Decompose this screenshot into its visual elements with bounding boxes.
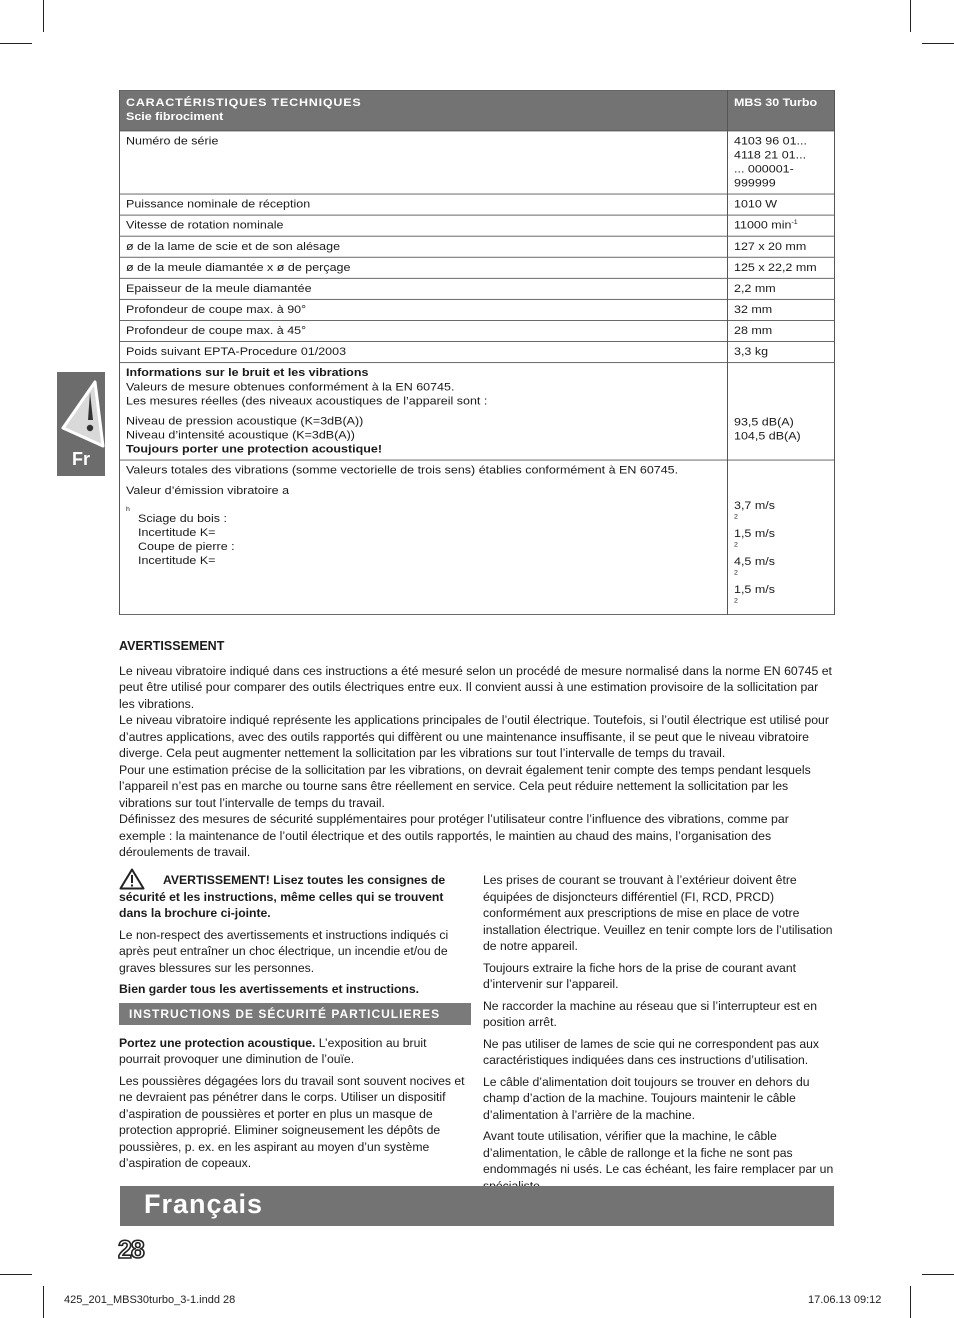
noise-line: Les mesures réelles (des niveaux acoustiques de l’appareil sont : [126,394,488,407]
language-code: Fr [72,449,90,469]
table-row [120,194,835,215]
row-value: 28 mm [728,320,835,341]
serial-line: 4118 21 01... [734,148,807,162]
vibration-intro: Valeurs totales des vibrations (somme vectorielle de trois sens) établies conformément à EN 60745. [126,463,679,477]
intensity-label: Niveau d’intensité acoustique (K=3dB(A)) [126,428,355,442]
safety-left-column [119,872,471,1177]
safety-paragraph: Les prises de courant se trouvant à l’extérieur doivent être équipées de disjoncteurs différentiel (FI, RCD, PRCD) conformément aux prescriptions de mise en place de votre installation électrique. Veuillez en tenir compte lors de l’utilisation de notre appareil. [483,873,833,953]
language-side-tab [57,372,105,476]
row-label: Puissance nominale de réception [120,194,728,215]
vibration-values [728,460,835,615]
row-value: 3,3 kg [728,342,835,363]
ear-protection-bold: Portez une protection acoustique. [119,1035,316,1050]
warning-paragraph: Pour une estimation précise de la sollicitation par les vibrations, on devrait également tenir compte des temps pendant lesquels l’appareil n’est pas en marche ou tourne sans être réellement en service. Cela peut réduire nettement la sollicitation par les vibrations sur tout l’intervalle de temps du travail. [119,762,811,810]
serial-line: 4103 96 01... [734,134,807,148]
table-row [120,320,835,341]
safety-paragraph: Les poussières dégagées lors du travail sont souvent nocives et ne devraient pas pénétrer dans le corps. Utiliser un dispositif d’aspiration de poussières et porter en plus un masque de protection approprié. Eliminer soigneusement les dépôts de poussières, p. ex. en les aspirant au moyen d’un système d’aspiration de copeaux. [119,1073,465,1170]
header-title-line-2: Scie fibrociment [126,110,224,123]
warning-triangle-icon [119,868,145,890]
stone-value-text: 4,5 m/s [734,555,775,568]
general-warning [119,872,471,922]
row-label: Poids suivant EPTA-Procedure 01/2003 [120,342,728,363]
print-slug-date: 17.06.13 09:12 [808,1294,882,1306]
uncertainty-value [734,526,828,554]
general-warning-text: AVERTISSEMENT! Lisez toutes les consignes de sécurité et les instructions, même celles qui se trouvent dans la brochure ci-jointe. [119,873,446,920]
protection-note: Toujours porter une protection acoustique! [126,442,383,456]
uncertainty-value-text: 1,5 m/s [734,583,775,596]
warning-heading: AVERTISSEMENT [119,639,225,653]
stone-value [734,554,828,582]
ear-protection-text: L’exposition au bruit pourrait provoquer une diminution de l’ouïe. [119,1035,427,1066]
print-slug-file: 425_201_MBS30turbo_3-1.indd 28 [64,1294,236,1306]
warning-paragraph: Définissez des mesures de sécurité supplémentaires pour protéger l’utilisateur contre l’influence des vibrations, comme par exemple : la maintenance de l’outil électrique et des outils rapportés, le maintien au chaud des mains, l’organisation des déroulements de travail. [119,812,789,859]
noise-title: Informations sur le bruit et les vibrations [126,366,369,379]
table-row [120,257,835,278]
emission-label-text: Valeur d’émission vibratoire a [126,484,290,497]
safety-paragraph: Ne raccorder la machine au réseau que si l’interrupteur est en position arrêt. [483,998,817,1029]
header-title-line-1: CARACTÉRISTIQUES TECHNIQUES [126,96,362,109]
row-value: 2,2 mm [728,278,835,299]
crop-mark [910,0,911,32]
row-label: Profondeur de coupe max. à 45° [120,320,728,341]
uncertainty-label: Incertitude K= [138,554,216,567]
table-row-noise [120,363,835,460]
language-title-bar [120,1186,834,1226]
language-title: Français [144,1189,264,1219]
pressure-value: 93,5 dB(A) [734,415,794,429]
vibration-warning-section [119,638,834,861]
specifications-table [119,90,835,615]
crop-mark [922,1274,954,1275]
safety-right-column [483,872,835,1199]
emission-subscript: h [126,506,130,513]
table-row [120,236,835,257]
spacer [734,463,828,498]
wood-value-text: 3,7 m/s [734,499,775,512]
intensity-value: 104,5 dB(A) [734,429,801,443]
safety-paragraph: Le câble d’alimentation doit toujours se trouver en dehors du champ d’action de la machine. Toujours maintenir le câble d’alimentation à l’arrière de la machine. [483,1074,810,1122]
crop-mark [0,1274,32,1275]
crop-mark [922,43,954,44]
table-row [120,131,835,194]
speed-unit-exponent: -1 [791,219,798,226]
row-label: Epaisseur de la meule diamantée [120,278,728,299]
row-value [728,215,835,236]
keep-instructions-note: Bien garder tous les avertissements et instructions. [119,982,420,996]
wood-label: Sciage du bois : [138,512,227,525]
row-label: Numéro de série [120,131,728,194]
unit-exponent: 2 [734,598,738,605]
emission-label [126,483,721,511]
unit-exponent: 2 [734,513,738,521]
crop-mark [0,43,32,44]
speed-value: 11000 min [734,219,792,232]
row-value: 127 x 20 mm [728,236,835,257]
stone-label: Coupe de pierre : [138,540,235,553]
table-header-title [120,90,728,130]
table-header-row [120,90,835,130]
uncertainty-label: Incertitude K= [138,526,216,539]
warning-paragraph: Le niveau vibratoire indiqué dans ces instructions a été mesuré selon un procédé de mesure normalisé dans la norme EN 60745 et peut être utilisé pour comparer des outils électriques entre eux. Il convient aussi à une estimation provisoire de la sollicitation par les vibrations. [119,663,832,711]
safety-paragraph: Le non-respect des avertissements et instructions indiqués ci après peut entraîner un choc électrique, un incendie et/ou de graves blessures sur les personnes. [119,927,449,975]
page-number: 28 [118,1236,144,1264]
warning-paragraph: Le niveau vibratoire indiqué représente les applications principales de l’outil électrique. Toutefois, si l’outil électrique est utilisé pour d’autres applications, avec des outils rapportés qui diffèrent ou une maintenance insuffisante, il se peut que le niveau vibratoire diverge. Cela peut augmenter nettement la sollicitation par les vibrations sur tout l’intervalle de temps du travail. [119,713,829,760]
safety-paragraph [119,1035,471,1068]
table-row-vibration [120,460,835,615]
crop-mark [910,1286,911,1318]
spacer [734,366,828,415]
pressure-label: Niveau de pression acoustique (K=3dB(A)) [126,414,364,428]
vibration-info [120,460,728,615]
table-row [120,342,835,363]
row-label: Vitesse de rotation nominale [120,215,728,236]
row-label: ø de la meule diamantée x ø de perçage [120,257,728,278]
unit-exponent: 2 [734,541,738,549]
unit-exponent: 2 [734,570,738,577]
crop-mark [43,1286,44,1318]
row-value: 32 mm [728,299,835,320]
table-row [120,299,835,320]
noise-line: Valeurs de mesure obtenues conformément à la EN 60745. [126,380,455,393]
section-title-bar: INSTRUCTIONS DE SÉCURITÉ PARTICULIERES [119,1003,471,1025]
row-value [728,131,835,194]
uncertainty-value [734,583,828,611]
crop-mark [43,0,44,32]
table-row [120,278,835,299]
safety-paragraph: Toujours extraire la fiche hors de la prise de courant avant d’intervenir sur l’appareil. [483,960,796,991]
row-label: Profondeur de coupe max. à 90° [120,299,728,320]
wood-value [734,498,828,526]
row-value: 1010 W [728,194,835,215]
row-value: 125 x 22,2 mm [728,257,835,278]
noise-info [120,363,728,460]
table-row [120,215,835,236]
header-model: MBS 30 Turbo [728,90,835,130]
uncertainty-value-text: 1,5 m/s [734,527,775,540]
warning-exclamation-icon [57,376,105,448]
row-label: ø de la lame de scie et de son alésage [120,236,728,257]
safety-paragraph: Avant toute utilisation, vérifier que la machine, le câble d’alimentation, le câble de rallonge et la fiche ne sont pas endommagés ni usés. Le cas échéant, les faire remplacer par un [483,1129,834,1176]
safety-paragraph: Ne pas utiliser de lames de scie qui ne correspondent pas aux caractéristiques indiquées dans ces instructions d’utilisation. [483,1036,820,1067]
noise-values [728,363,835,460]
serial-line: ... 000001-999999 [734,162,794,190]
